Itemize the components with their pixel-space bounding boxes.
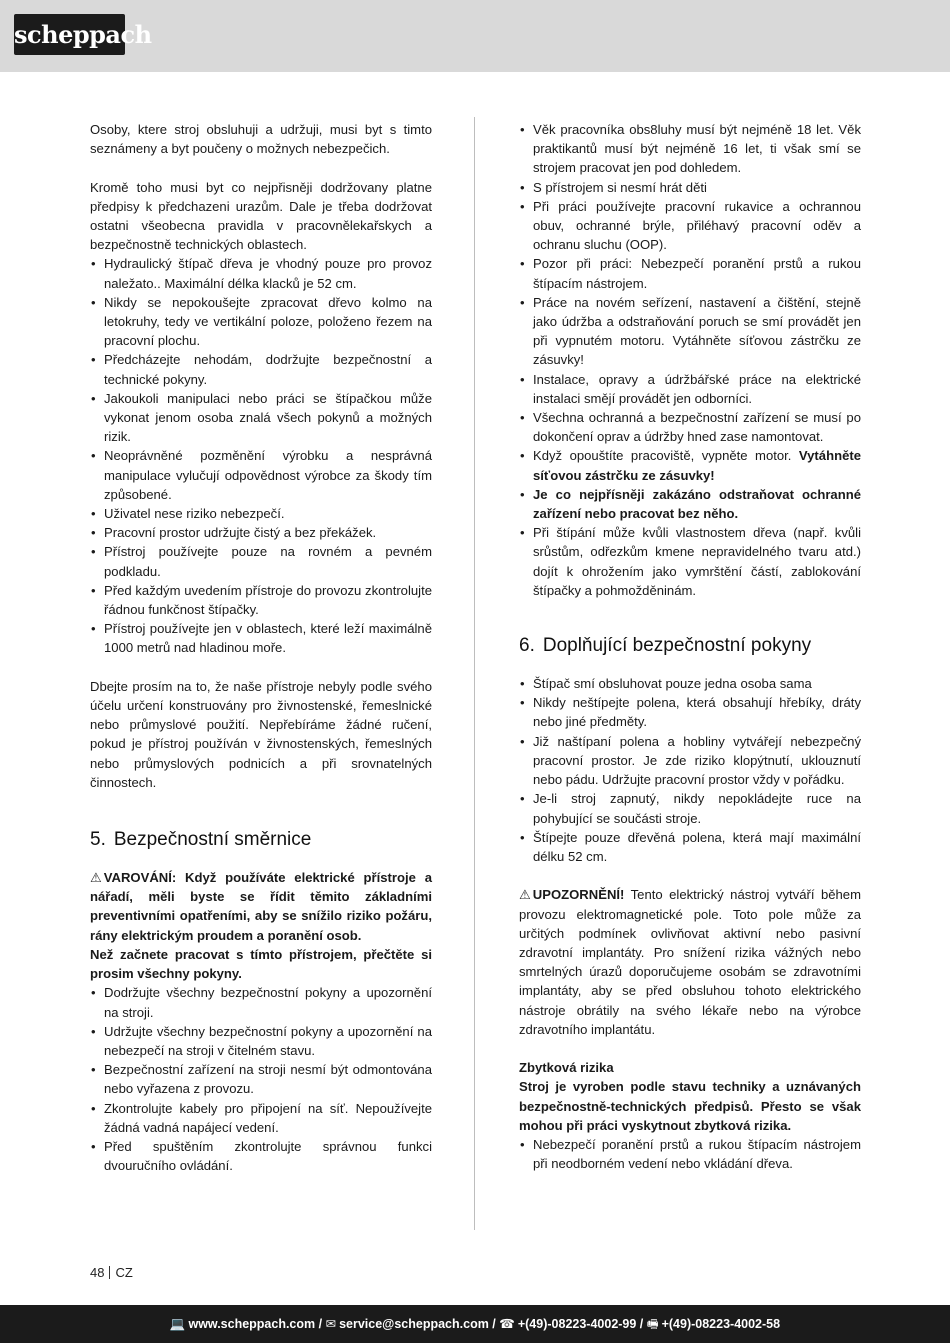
right-column xyxy=(519,120,861,1173)
list-item: • Štípejte pouze dřevěná polena, která mají maximální délku 52 cm. xyxy=(520,829,861,864)
warning-triangle-icon: ⚠ xyxy=(519,887,531,903)
list-item: • Dodržujte všechny bezpečnostní pokyny a upozornění na stroji. xyxy=(91,985,432,1020)
section-6-heading: 6. Doplňující bezpečnostní pokyny xyxy=(519,635,812,657)
list-item: • Nikdy se nepokoušejte zpracovat dřevo kolmo na letokruhy, tedy ve vertikální poloze, položeno řezem na pracovní plochu. xyxy=(91,294,432,349)
list-item: • Hydraulický štípač dřeva je vhodný pouze pro provoz naležato.. Maximální délka klacků je 52 cm. xyxy=(91,256,432,291)
footer-website: www.scheppach.com / xyxy=(188,1317,323,1331)
phone-icon: ☎ xyxy=(499,1317,515,1331)
list-item: • Při práci používejte pracovní rukavice a ochrannou obuv, ochranné brýle, přiléhavý pracovní oděv a ochranu sluchu (OOP). xyxy=(520,198,861,253)
footer-fax: +(49)-08223-4002-58 xyxy=(661,1317,781,1331)
list-item: • Nebezpečí poranění prstů a rukou štípacím nástrojem při neodborném vedení nebo vkládání dřeva. xyxy=(520,1136,861,1172)
intro-paragraph-2: Kromě toho musi byt co nejpřisněji dodržovany platne předpisy k předchazeni urazům. Dale je třeba dodržovat ostatni všeobecna pravidla v pracovnělekařskych a bezpečnostně technických oblastech. xyxy=(90,179,432,253)
list-item: • Pozor při práci: Nebezpečí poranění prstů a rukou štípacím nástrojem. xyxy=(520,256,861,291)
warning-read-instructions: Než začnete pracovat s tímto přístrojem, přečtěte si prosim všechny pokyny. xyxy=(90,946,432,982)
mail-icon: ✉ xyxy=(325,1317,337,1331)
footer-email: service@scheppach.com / xyxy=(339,1317,496,1331)
list-item: • Při štípání může kvůli vlastnostem dřeva (např. kvůli srůstům, odřezkům kmene nepravidelného tvaru atd.) dojít k ohrožením jako vymrštění částí, zablokování štípačky a pohmožděninám. xyxy=(520,525,861,598)
warning-triangle-icon: ⚠ xyxy=(90,870,102,886)
list-item: • Před spuštěním zkontrolujte správnou funkci dvouručního ovládání. xyxy=(91,1138,432,1174)
intro-paragraph-1: Osoby, ktere stroj obsluhuji a udržuji, musi byt s timto seznámeny a byt poučeny o možnych nebezpečich. xyxy=(90,122,432,157)
fax-icon: 🖷 xyxy=(646,1317,659,1331)
residual-risks-statement: Stroj je vyroben podle stavu techniky a uznávaných bezpečnostně-technických předpisů. Přesto se však mohou při práci vyskytnout zbytková rizika. xyxy=(519,1079,861,1133)
list-item: • Všechna ochranná a bezpečnostní zařízení se musí po dokončení oprav a údržby hned zase namontovat. xyxy=(520,410,861,445)
list-item: • Přístroj používejte jen v oblastech, které leží maximálně 1000 metrů nad hladinou moře. xyxy=(91,621,432,656)
list-item: • Je co nejpřísněji zakázáno odstraňovat ochranné zařízení nebo pracovat bez něho. xyxy=(520,486,861,522)
bullet-list-general xyxy=(90,254,432,657)
list-item: • Jakoukoli manipulaci nebo práci se štípačkou může vykonat jenom osoba znalá všech pokynů a možných rizik. xyxy=(91,390,432,445)
left-column xyxy=(90,120,432,1175)
list-item: • Práce na novém seřízení, nastavení a čištění, stejně jako údržba a odstraňování poruch se smí provádět jen při vypnutém motoru. Vytáhněte síťovou zástrčku ze zásuvky! xyxy=(520,294,861,368)
list-item: • Když opouštíte pracoviště, vypněte motor. Vytáhněte síťovou zástrčku ze zásuvky! xyxy=(520,448,861,483)
page-number: 48 CZ xyxy=(90,1265,133,1280)
list-item: • Zkontrolujte kabely pro připojení na síť. Nepoužívejte žádná vadná napájecí vedení. xyxy=(91,1100,432,1135)
section-5-heading: 5. Bezpečnostní směrnice xyxy=(90,829,312,851)
list-item: • Pracovní prostor udržujte čistý a bez překážek. xyxy=(91,525,377,541)
list-item: • Předcházejte nehodám, dodržujte bezpečnostní a technické pokyny. xyxy=(91,352,432,387)
bullet-list-additional xyxy=(519,674,861,866)
column-divider xyxy=(474,117,475,1230)
list-item: • Bezpečnostní zařízení na stroji nesmí být odmontována nebo vyřazena z provozu. xyxy=(91,1062,432,1097)
scheppach-logo: scheppach xyxy=(14,14,125,55)
warning-paragraph: ⚠ VAROVÁNÍ: Když používáte elektrické přístroje a nářadí, měli byste se řídit těmito základními preventivními opatřeními, aby se snížilo riziko požáru, rány elektrickým proudem a poranění osob. xyxy=(90,870,432,943)
list-item: • Instalace, opravy a údržbářské práce na elektrické instalaci smějí provádět jen odborníci. xyxy=(520,371,861,406)
footer-phone: +(49)-08223-4002-99 / xyxy=(517,1317,644,1331)
header-bar xyxy=(0,0,950,72)
list-item: • Již naštípaní polena a hobliny vytvářejí nebezpečný pracovní prostor. Je zde riziko klopýtnutí, uklouznutí nebo pádu. Udržujte pracovní prostor vždy v pořádku. xyxy=(520,733,861,788)
bullet-list-residual xyxy=(519,1135,861,1173)
list-item: • Neoprávněné pozměnění výrobku a nesprávná manipulace vylučují odpovědnost výrobce za škody tím způsobené. xyxy=(91,448,432,502)
list-item: • Je-li stroj zapnutý, nikdy nepokládejte ruce na pohybující se součásti stroje. xyxy=(520,791,861,826)
footer-bar xyxy=(0,1305,950,1343)
bullet-list-operator xyxy=(519,120,861,600)
list-item: • Uživatel nese riziko nebezpečí. xyxy=(91,506,285,522)
residual-risks-title: Zbytková rizika xyxy=(519,1060,614,1076)
list-item: • Nikdy neštípejte polena, která obsahují hřebíky, dráty nebo jiné předměty. xyxy=(520,695,861,730)
list-item: • Přístroj používejte pouze na rovném a pevném podkladu. xyxy=(91,544,432,579)
list-item: • Věk pracovníka obs8luhy musí být nejméně 18 let. Věk praktikantů musí být nejméně 16 let, ti však smí se strojem pracovat jen pod dohledem. xyxy=(520,122,861,176)
list-item: • S přístrojem si nesmí hrát děti xyxy=(520,179,707,195)
usage-note-paragraph: Dbejte prosím na to, že naše přístroje nebyly podle svého účelu určení konstruovány pro živnostenské, řemeslnické nebo průmyslové použití. Nepřebíráme žádné ručení, pokud je přístroj používán v živnostenských, řemeslných nebo průmyslových podnicích a při srovnatelných činnostech. xyxy=(90,678,432,790)
computer-icon: 💻 xyxy=(169,1317,186,1331)
bullet-list-safety xyxy=(90,983,432,1175)
list-item: • Před každým uvedením přístroje do provozu zkontrolujte řádnou funkčnost štípačky. xyxy=(91,582,432,618)
notice-paragraph: ⚠ UPOZORNĚNÍ! Tento elektrický nástroj vytváří během provozu elektromagnetické pole. Toto pole může za určitých podmínek ovlivňovat aktivní nebo pasivní zdravotní implantáty. Pro snížení rizika vážných nebo smrtelných úrazů doporučujeme osobám se zdravotními implantáty, aby se před obsluhou tohoto elektrického nástroje obrátily na svého lékaře nebo na výrobce zdravotního implantátu. xyxy=(519,887,861,1037)
list-item: • Udržujte všechny bezpečnostní pokyny a upozornění na nebezpečí na stroji v čitelném stavu. xyxy=(91,1023,432,1058)
list-item: • Štípač smí obsluhovat pouze jedna osoba sama xyxy=(520,676,812,692)
